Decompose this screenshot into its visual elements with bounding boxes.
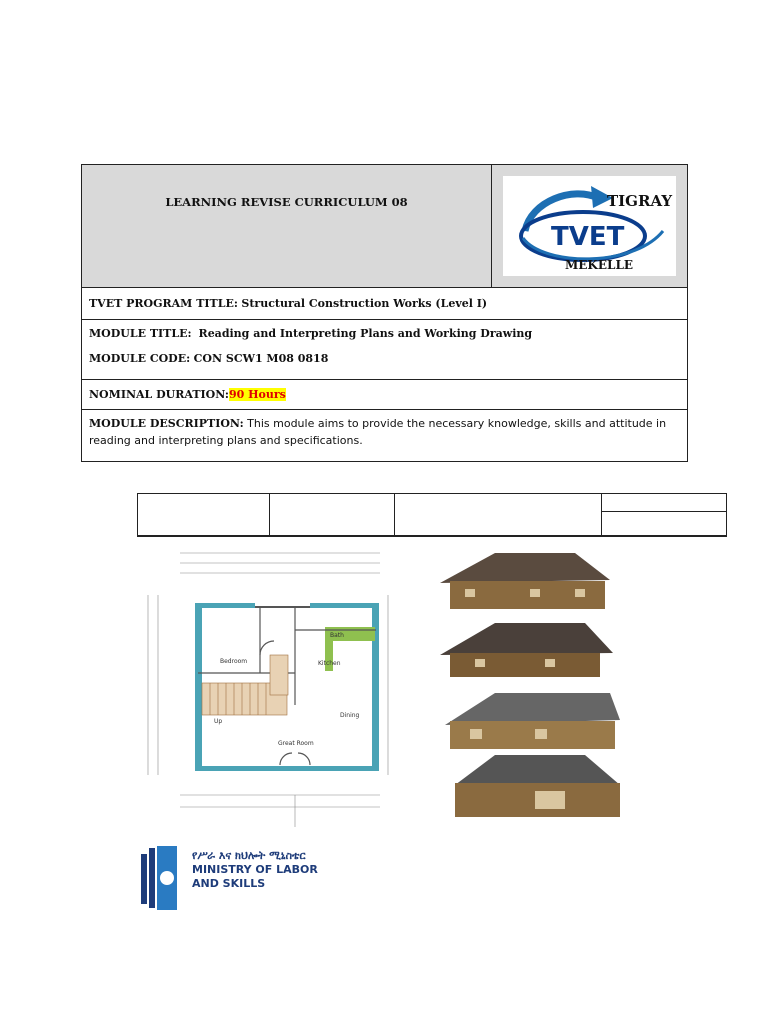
duration-row xyxy=(82,379,687,409)
ministry-line2: AND SKILLS xyxy=(192,877,266,890)
duration-label: NOMINAL DURATION: xyxy=(89,388,229,401)
house-renderings xyxy=(435,545,625,827)
floor-plan-drawing xyxy=(140,545,396,827)
ministry-text xyxy=(192,849,318,891)
ministry-line1: MINISTRY OF LABOR xyxy=(192,863,318,876)
module-row xyxy=(82,319,687,379)
ministry-emblem-icon xyxy=(137,842,192,914)
cover-table xyxy=(81,164,688,462)
program-label: TVET PROGRAM TITLE: xyxy=(89,297,238,310)
duration-value: 90 Hours xyxy=(228,388,286,401)
module-title-label: MODULE TITLE: xyxy=(89,327,192,340)
room-bedroom: Bedroom xyxy=(220,658,248,665)
module-code-label: MODULE CODE: xyxy=(89,352,191,365)
room-bath: Bath xyxy=(330,632,344,639)
house-2 xyxy=(440,623,613,677)
logo-mekelle: MEKELLE xyxy=(565,258,634,272)
module-title-value: Reading and Interpreting Plans and Working Drawing xyxy=(198,327,533,340)
empty-cell xyxy=(395,494,602,535)
description-text: This module aims to provide the necessary knowledge, skills and attitude in reading and interpreting plans and specifications. xyxy=(89,417,667,447)
header-row xyxy=(82,165,687,287)
logo-tvet: TVET xyxy=(551,222,625,252)
empty-header-table xyxy=(137,493,727,537)
room-up: Up xyxy=(214,718,223,725)
empty-cell xyxy=(602,494,726,535)
empty-cell xyxy=(270,494,395,535)
room-kitchen: Kitchen xyxy=(318,660,341,667)
program-value: Structural Construction Works (Level I) xyxy=(241,297,488,310)
room-great: Great Room xyxy=(278,740,314,747)
house-3 xyxy=(445,693,620,749)
ministry-amharic: የሥራ እና ክህሎት ሚኒስቴር xyxy=(192,849,306,862)
logo-cell xyxy=(492,165,687,287)
curriculum-title: LEARNING REVISE CURRICULUM 08 xyxy=(82,165,492,287)
tvet-logo xyxy=(503,176,676,276)
description-label: MODULE DESCRIPTION: xyxy=(89,417,244,430)
empty-cell xyxy=(138,494,270,535)
logo-tigray: TIGRAY xyxy=(607,192,673,210)
house-1 xyxy=(440,553,610,609)
module-code-value: CON SCW1 M08 0818 xyxy=(193,352,329,365)
program-row xyxy=(82,287,687,319)
room-dining: Dining xyxy=(340,712,360,719)
house-4 xyxy=(455,755,620,817)
description-row xyxy=(82,409,687,461)
